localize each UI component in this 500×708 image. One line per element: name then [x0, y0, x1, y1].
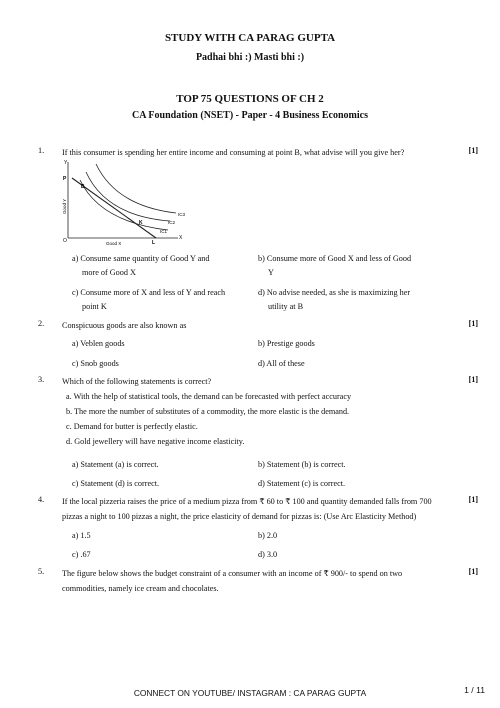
graph-point-l: L: [152, 240, 156, 246]
graph-y-axis-label: Y: [64, 160, 68, 166]
graph-point-p: P: [63, 176, 67, 182]
graph-ic1-label: IC1: [160, 229, 168, 234]
graph-origin-label: O: [63, 238, 67, 244]
q5-text-line2: commodities, namely ice cream and chocolates.: [62, 584, 219, 593]
q1-option-c[interactable]: c) Consume more of X and less of Y and reach: [72, 288, 226, 297]
graph-good-x-label: Good X: [106, 241, 122, 246]
q4-marks: [1]: [468, 495, 478, 504]
q3-statement-d: d. Gold jewellery will have negative income elasticity.: [66, 437, 245, 446]
q1-option-a[interactable]: a) Consume same quantity of Good Y and: [72, 254, 210, 263]
footer-connect-text: CONNECT ON YOUTUBE/ INSTAGRAM : CA PARAG GUPTA: [133, 688, 367, 698]
q3-statement-c: c. Demand for butter is perfectly elastic.: [66, 422, 198, 431]
q2-option-a[interactable]: a) Veblen goods: [72, 339, 125, 348]
q2-option-d[interactable]: d) All of these: [258, 359, 305, 368]
q1-number: 1.: [38, 146, 45, 155]
graph-ic3-label: IC3: [178, 212, 186, 217]
q3-text: Which of the following statements is correct?: [62, 377, 212, 386]
q1-option-a-cont: more of Good X: [82, 268, 136, 277]
q3-marks: [1]: [468, 375, 478, 384]
q3-number: 3.: [38, 375, 45, 384]
q1-option-d-cont: utility at B: [268, 302, 304, 311]
q2-text: Conspicuous goods are also known as: [62, 321, 187, 330]
graph-good-y-label: Good Y: [62, 198, 67, 214]
q3-statement-a: a. With the help of statistical tools, the demand can be forecasted with perfect accuracy: [66, 392, 352, 401]
q5-text-line1: The figure below shows the budget constraint of a consumer with an income of ₹ 900/- to spend on two: [62, 569, 403, 578]
q4-text-line2: pizzas a night to 100 pizzas a night, the price elasticity of demand for pizzas is: (Use Arc Elasticity Method): [62, 512, 417, 521]
graph-x-axis-label: X: [179, 235, 183, 241]
q3-option-b[interactable]: b) Statement (b) is correct.: [258, 460, 346, 469]
q5-number: 5.: [38, 567, 45, 576]
q2-option-b[interactable]: b) Prestige goods: [258, 339, 315, 348]
q3-option-c[interactable]: c) Statement (d) is correct.: [72, 479, 160, 488]
q3-option-a[interactable]: a) Statement (a) is correct.: [72, 460, 159, 469]
tagline: Padhai bhi :) Masti bhi :): [195, 52, 305, 63]
q1-option-b[interactable]: b) Consume more of Good X and less of Good: [258, 254, 412, 263]
q3-statement-b: b. The more the number of substitutes of a commodity, the more elastic is the demand.: [66, 407, 350, 416]
page-number: 1 / 11: [464, 685, 485, 695]
q1-option-b-cont: Y: [268, 268, 274, 277]
q4-option-b[interactable]: b) 2.0: [258, 531, 278, 540]
q1-indifference-curve-graph: [58, 158, 198, 248]
q4-option-c[interactable]: c) .67: [72, 550, 91, 559]
q1-marks: [1]: [468, 146, 478, 155]
q2-number: 2.: [38, 319, 45, 328]
q4-option-d[interactable]: d) 3.0: [258, 550, 278, 559]
document-title: TOP 75 QUESTIONS OF CH 2: [176, 93, 324, 105]
ic3-curve: [96, 164, 176, 213]
graph-ic2-label: IC2: [168, 220, 176, 225]
q1-option-c-cont: point K: [82, 302, 107, 311]
site-title: STUDY WITH CA PARAG GUPTA: [164, 32, 336, 44]
q4-option-a[interactable]: a) 1.5: [72, 531, 91, 540]
graph-point-b: B: [81, 184, 85, 190]
document-subtitle: CA Foundation (NSET) - Paper - 4 Business Economics: [132, 110, 368, 121]
q3-option-d[interactable]: d) Statement (c) is correct.: [258, 479, 346, 488]
q5-marks: [1]: [468, 567, 478, 576]
ic1-curve: [80, 180, 168, 230]
q4-text-line1: If the local pizzeria raises the price of a medium pizza from ₹ 60 to ₹ 100 and quantity demanded falls from 700: [62, 497, 432, 506]
graph-point-k: K: [139, 220, 143, 226]
q2-marks: [1]: [468, 319, 478, 328]
q2-option-c[interactable]: c) Snob goods: [72, 359, 119, 368]
q1-option-d[interactable]: d) No advise needed, as she is maximizing her: [258, 288, 411, 297]
q1-text: If this consumer is spending her entire income and consuming at point B, what advise will you give her?: [62, 148, 405, 157]
q4-number: 4.: [38, 495, 45, 504]
